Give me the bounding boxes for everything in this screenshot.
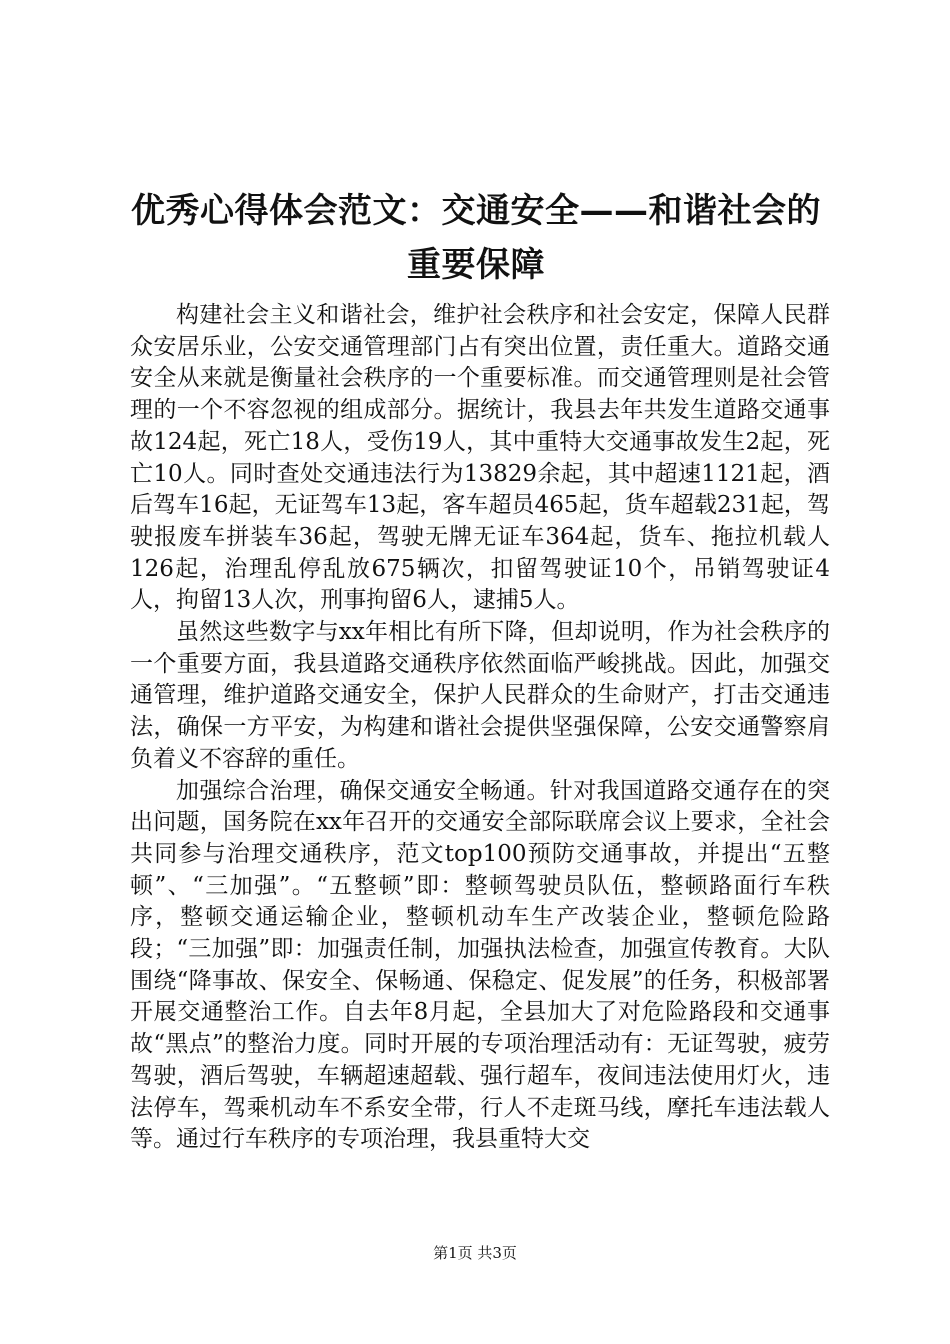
title-line-2: 重要保障	[407, 245, 545, 285]
page-footer: 第1页 共3页	[433, 1244, 517, 1262]
paragraph-2: 虽然这些数字与xx年相比有所下降，但却说明，作为社会秩序的一个重要方面，我县道路交通秩序依然面临严峻挑战。因此，加强交通管理，维护道路交通安全，保护人民群众的生命财产，打击交通违法，确保一方平安，为构建和谐社会提供坚强保障，公安交通警察肩负着义不容辞的重任。	[130, 619, 830, 772]
document-title	[120, 184, 832, 292]
paragraph-1: 构建社会主义和谐社会，维护社会秩序和社会安定，保障人民群众安居乐业，公安交通管理部门占有突出位置，责任重大。道路交通安全从来就是衡量社会秩序的一个重要标准。而交通管理则是社会管理的一个不容忽视的组成部分。据统计，我县去年共发生道路交通事故124起，死亡18人，受伤19人，其中重特大交通事故发生2起，死亡10人。同时查处交通违法行为13829余起，其中超速1121起，酒后驾车16起，无证驾车13起，客车超员465起，货车超载231起，驾驶报废车拼装车36起，驾驶无牌无证车364起，货车、拖拉机载人126起，治理乱停乱放675辆次，扣留驾驶证10个，吊销驾驶证4人，拘留13人次，刑事拘留6人，逮捕5人。	[130, 302, 830, 614]
document-body	[130, 300, 830, 1156]
paragraph-3: 加强综合治理，确保交通安全畅通。针对我国道路交通存在的突出问题，国务院在xx年召开的交通安全部际联席会议上要求，全社会共同参与治理交通秩序，范文top100预防交通事故，并提出“五整顿”、“三加强”。“五整顿”即：整顿驾驶员队伍，整顿路面行车秩序，整顿交通运输企业，整顿机动车生产改装企业，整顿危险路段；“三加强”即：加强责任制，加强执法检查，加强宣传教育。大队围绕“降事故、保安全、保畅通、保稳定、促发展”的任务，积极部署开展交通整治工作。自去年8月起，全县加大了对危险路段和交通事故“黑点”的整治力度。同时开展的专项治理活动有：无证驾驶，疲劳驾驶，酒后驾驶，车辆超速超载、强行超车，夜间违法使用灯火，违法停车，驾乘机动车不系安全带，行人不走斑马线，摩托车违法载人等。通过行车秩序的专项治理，我县重特大交	[130, 777, 830, 1153]
title-line-1: 优秀心得体会范文：交通安全——和谐社会的	[131, 191, 821, 231]
